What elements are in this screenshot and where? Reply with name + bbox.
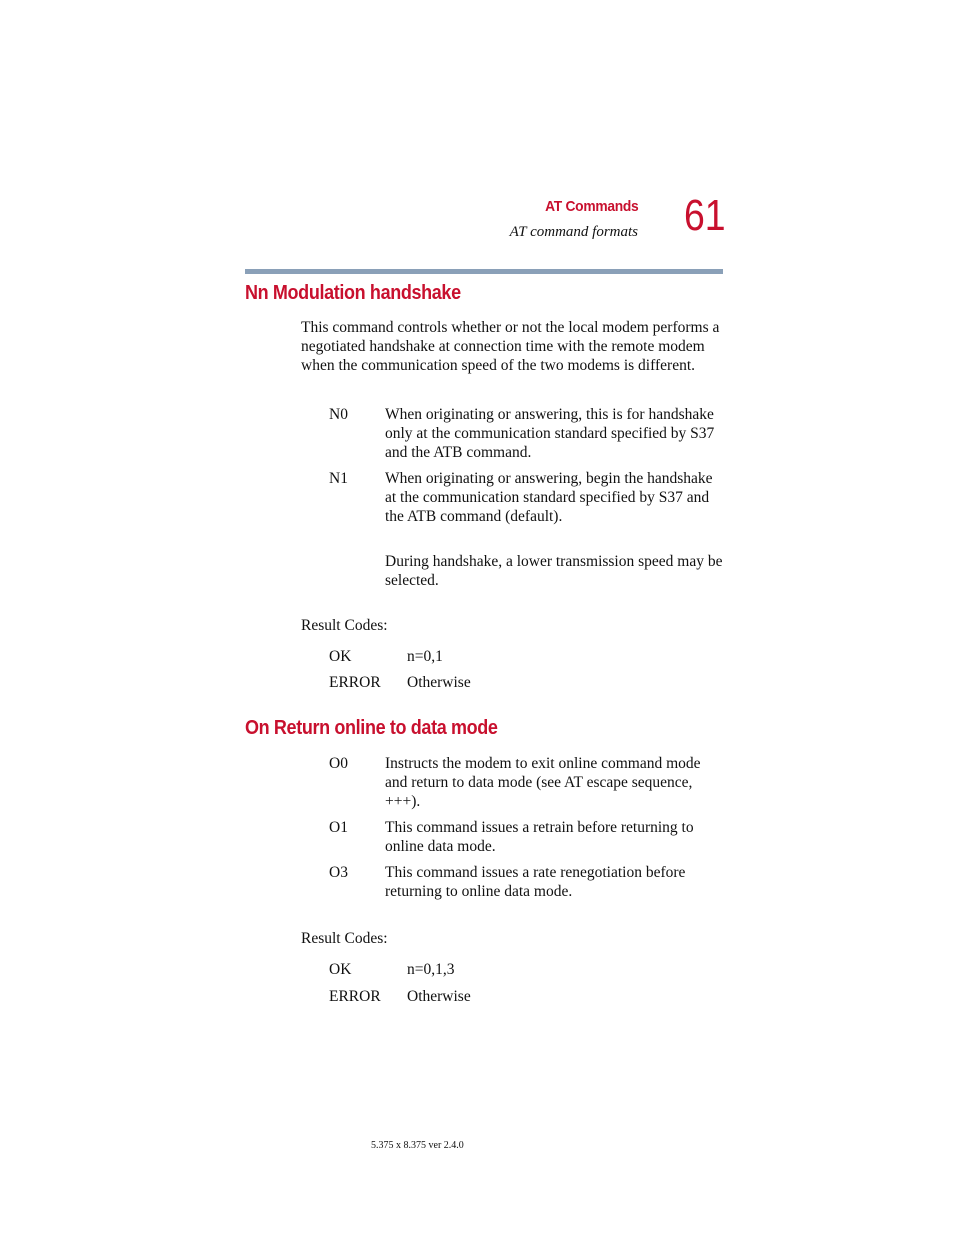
command-desc-n1: When originating or answering, begin the handshake at the communication standard specified by S37 and the ATB command (default). [385, 470, 713, 525]
command-code-o0: O0 [329, 755, 348, 772]
nn-result-value-error: Otherwise [407, 674, 471, 691]
command-desc-o0: Instructs the modem to exit online command mode and return to data mode (see AT escape sequence, +++). [385, 755, 701, 810]
nn-result-value-ok: n=0,1 [407, 648, 443, 665]
page-footer: 5.375 x 8.375 ver 2.4.0 [371, 1140, 464, 1151]
nn-result-codes-label: Result Codes: [301, 617, 388, 634]
nn-intro-paragraph: This command controls whether or not the local modem performs a negotiated handshake at connection time with the remote modem when the communication speed of the two modems is different. [301, 319, 720, 374]
command-code-o3: O3 [329, 864, 348, 881]
command-desc-o1: This command issues a retrain before returning to online data mode. [385, 819, 694, 855]
subsection-title: AT command formats [509, 224, 638, 240]
command-code-n1: N1 [329, 470, 348, 487]
on-result-value-error: Otherwise [407, 988, 471, 1005]
section-title: AT Commands [544, 198, 638, 215]
page-number: 61 [684, 191, 726, 240]
nn-result-key-error: ERROR [329, 674, 381, 691]
command-desc-o3: This command issues a rate renegotiation before returning to online data mode. [385, 864, 686, 900]
command-code-o1: O1 [329, 819, 348, 836]
heading-nn-modulation-handshake: Nn Modulation handshake [245, 282, 461, 304]
on-result-key-error: ERROR [329, 988, 381, 1005]
on-result-value-ok: n=0,1,3 [407, 961, 455, 978]
on-result-codes-label: Result Codes: [301, 930, 388, 947]
nn-result-key-ok: OK [329, 648, 352, 665]
section-divider [245, 269, 723, 274]
command-code-n0: N0 [329, 406, 348, 423]
on-result-key-ok: OK [329, 961, 352, 978]
handshake-note: During handshake, a lower transmission speed may be selected. [385, 553, 723, 589]
command-desc-n0: When originating or answering, this is for handshake only at the communication standard specified by S37 and the ATB command. [385, 406, 715, 461]
heading-on-return-online: On Return online to data mode [245, 717, 498, 739]
